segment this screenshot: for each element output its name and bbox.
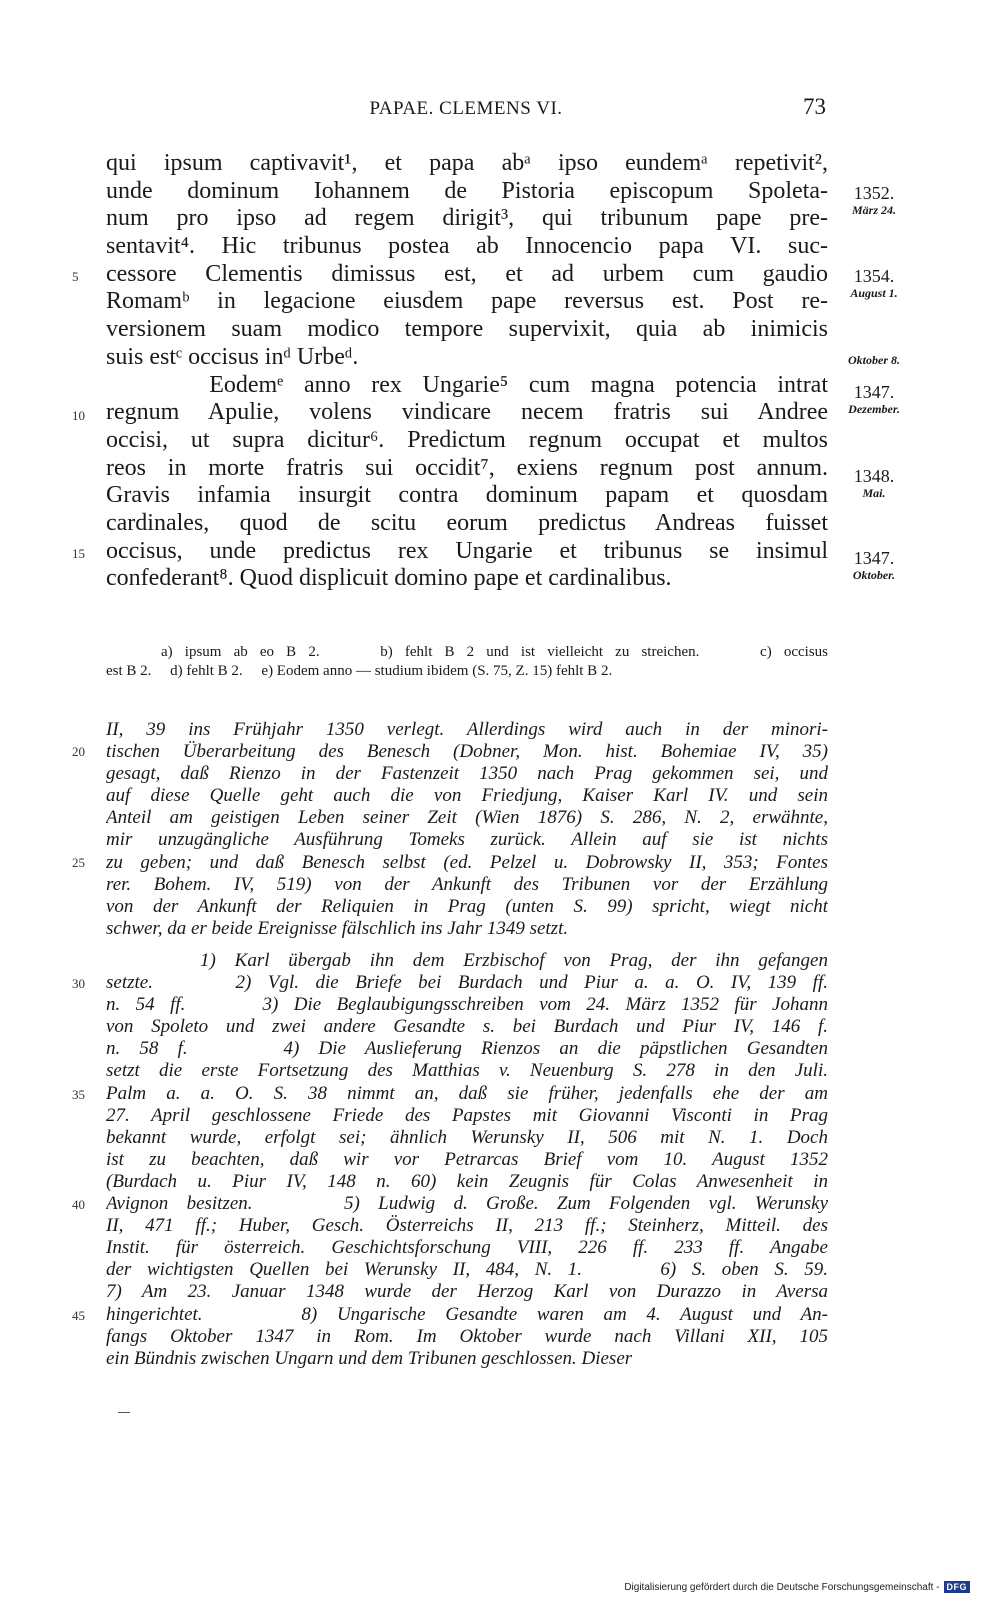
margin-date (832, 183, 916, 217)
footnote-line: Anteil am geistigen Leben seiner Zeit (Wien 1876) S. 286, N. 2, erwähnte, (106, 807, 828, 829)
margin-date (832, 353, 916, 367)
text-line: sentavit⁴. Hic tribunus postea ab Innocencio papa VI. suc- (106, 233, 828, 260)
footnote-line: (Burdach u. Piur IV, 148 n. 60) kein Zeugnis für Colas Anwesenheit in (106, 1170, 828, 1192)
footnote-line: II, 39 ins Frühjahr 1350 verlegt. Allerdings wird auch in der minori- (106, 719, 828, 740)
line-number: 25 (72, 855, 85, 870)
text-line: confederant⁸. Quod displicuit domino pape et cardinalibus. (106, 565, 672, 592)
digitization-footer (624, 1581, 970, 1593)
text-line: Romamᵇ in legacione eiusdem pape reversus est. Post re- (106, 288, 828, 315)
line-number: 20 (72, 744, 85, 759)
dfg-logo: DFG (944, 1581, 971, 1593)
margin-day: Dezember. (848, 402, 900, 416)
footnote-line: bekannt wurde, erfolgt sei; ähnlich Werunsky II, 506 mit N. 1. Doch (106, 1126, 828, 1148)
line-number: 10 (72, 408, 85, 423)
running-header (106, 94, 826, 128)
footnote-line: Instit. für österreich. Geschichtsforschung VIII, 226 ff. 233 ff. Angabe (106, 1237, 828, 1259)
margin-date (832, 382, 916, 416)
footnote-line: der wichtigsten Quellen bei Werunsky II, 484, N. 1. 6) S. oben S. 59. (106, 1259, 828, 1281)
text-line: cessore Clementis dimissus est, et ad urbem cum gaudio (106, 260, 828, 287)
text-line: occisi, ut supra dicitur⁶. Predictum regnum occupat et multos (106, 426, 828, 453)
footnote-line: gesagt, daß Rienzo in der Fastenzeit 1350 nach Prag gekommen sei, und (106, 763, 828, 785)
line-number: 15 (72, 546, 85, 561)
text-line: occisus, unde predictus rex Ungarie et tribunus se insimul (106, 537, 828, 564)
margin-year: 1352. (853, 183, 895, 203)
text-line: num pro ipso ad regem dirigit³, qui tribunum pape pre- (106, 205, 828, 232)
text-line: versionem suam modico tempore supervixit, quia ab inimicis (106, 316, 828, 343)
footnote-line: Palm a. a. O. S. 38 nimmt an, daß sie früher, jedenfalls ehe der am (106, 1082, 828, 1104)
text-line: qui ipsum captivavit¹, et papa abᵃ ipso eundemᵃ repetivit², (106, 150, 828, 176)
margin-day: Oktober. (852, 568, 896, 582)
footnote-line: ein Bündnis zwischen Ungarn und dem Tribunen geschlossen. Dieser (106, 1347, 633, 1369)
margin-year: 1348. (853, 466, 895, 486)
footnote-line: mir unzugängliche Ausführung Tomeks zurück. Allein auf sie ist nichts (106, 829, 828, 851)
line-number: 40 (72, 1197, 85, 1212)
footnote-line: auf diese Quelle geht auch die von Friedjung, Kaiser Karl IV. und sein (106, 785, 828, 807)
line-number: 5 (72, 269, 79, 284)
footnote-line: rer. Bohem. IV, 519) von der Ankunft des Tribunen vor der Erzählung (106, 873, 828, 895)
footnotes (106, 950, 828, 1370)
footnote-line: n. 54 ff. 3) Die Beglaubigungsschreiben vom 24. März 1352 für Johann (106, 994, 828, 1016)
footnotes-continued (106, 719, 828, 940)
footnote-line: ist zu beachten, daß wir vor Petrarcas Brief vom 10. August 1352 (106, 1148, 828, 1170)
line-number: 45 (72, 1308, 85, 1323)
margin-year: 1354. (853, 266, 895, 286)
margin-day: Oktober 8. (848, 353, 900, 367)
margin-day: März 24. (851, 203, 896, 217)
footnote-line: II, 471 ff.; Huber, Gesch. Österreichs II, 213 ff.; Steinherz, Mitteil. des (106, 1215, 828, 1237)
footnote-line: 27. April geschlossene Friede des Papstes mit Giovanni Visconti in Prag (106, 1104, 828, 1126)
margin-date (832, 548, 916, 582)
text-line: suis estᶜ occisus inᵈ Urbeᵈ. (106, 343, 359, 370)
margin-year: 1347. (853, 548, 895, 568)
main-text (106, 150, 828, 593)
margin-date (832, 466, 916, 500)
footnote-line: n. 58 f. 4) Die Auslieferung Rienzos an die päpstlichen Gesandten (106, 1038, 828, 1060)
footnote-line: fangs Oktober 1347 in Rom. Im Oktober wurde nach Villani XII, 105 (106, 1325, 828, 1347)
margin-day: August 1. (850, 286, 898, 300)
text-line: cardinales, quod de scitu eorum predictus Andreas fuisset (106, 509, 828, 536)
line-number: 30 (72, 976, 85, 991)
footnote-line: schwer, da er beide Ereignisse fälschlich ins Jahr 1349 setzt. (106, 917, 569, 939)
text-line: regnum Apulie, volens vindicare necem fratris sui Andree (106, 399, 828, 426)
margin-date (832, 266, 916, 300)
footnote-line: setzte. 2) Vgl. die Briefe bei Burdach und Piur a. a. O. IV, 139 ff. (106, 972, 828, 994)
footnote-line: von der Ankunft der Reliquien in Prag (unten S. 99) spricht, wiegt nicht (106, 895, 828, 917)
footnote-line: 1) Karl übergab ihn dem Erzbischof von Prag, der ihn gefangen (106, 950, 828, 971)
margin-year: 1347. (853, 382, 895, 402)
footnote-line: Avignon besitzen. 5) Ludwig d. Große. Zum Folgenden vgl. Werunsky (106, 1193, 828, 1215)
page-number: 73 (803, 94, 826, 119)
footnote-line: hingerichtet. 8) Ungarische Gesandte waren am 4. August und An- (106, 1303, 828, 1325)
line-number: 35 (72, 1087, 85, 1102)
footnote-line: von Spoleto und zwei andere Gesandte s. bei Burdach und Piur IV, 146 f. (106, 1016, 828, 1038)
text-line: Gravis infamia insurgit contra dominum papam et quosdam (106, 482, 828, 509)
margin-day: Mai. (862, 486, 886, 500)
footnote-line: tischen Überarbeitung des Benesch (Dobner, Mon. hist. Bohemiae IV, 35) (106, 741, 828, 763)
footnote-line: 7) Am 23. Januar 1348 wurde der Herzog Karl von Durazzo in Aversa (106, 1281, 828, 1303)
text-line: unde dominum Iohannem de Pistoria episcopum Spoleta- (106, 177, 828, 204)
footnote-line: setzt die erste Fortsetzung des Matthias v. Neuenburg S. 278 in den Juli. (106, 1060, 828, 1082)
footer-text: Digitalisierung gefördert durch die Deutsche Forschungsgemeinschaft - (624, 1581, 940, 1593)
apparatus-line: est B 2. d) fehlt B 2. e) Eodem anno — studium ibidem (S. 75, Z. 15) fehlt B 2. (106, 663, 613, 679)
text-line: reos in morte fratris sui occidit⁷, exiens regnum post annum. (106, 454, 828, 481)
running-title: PAPAE. CLEMENS VI. (369, 98, 563, 119)
apparatus-line: a) ipsum ab eo B 2. b) fehlt B 2 und ist vielleicht zu streichen. c) occisus (161, 644, 828, 660)
text-line: Eodemᵉ anno rex Ungarie⁵ cum magna potencia intrat (106, 371, 828, 398)
page-mark (118, 1412, 130, 1413)
footnote-line: zu geben; und daß Benesch selbst (ed. Pelzel u. Dobrowsky II, 353; Fontes (106, 851, 828, 873)
critical-apparatus (106, 643, 828, 681)
